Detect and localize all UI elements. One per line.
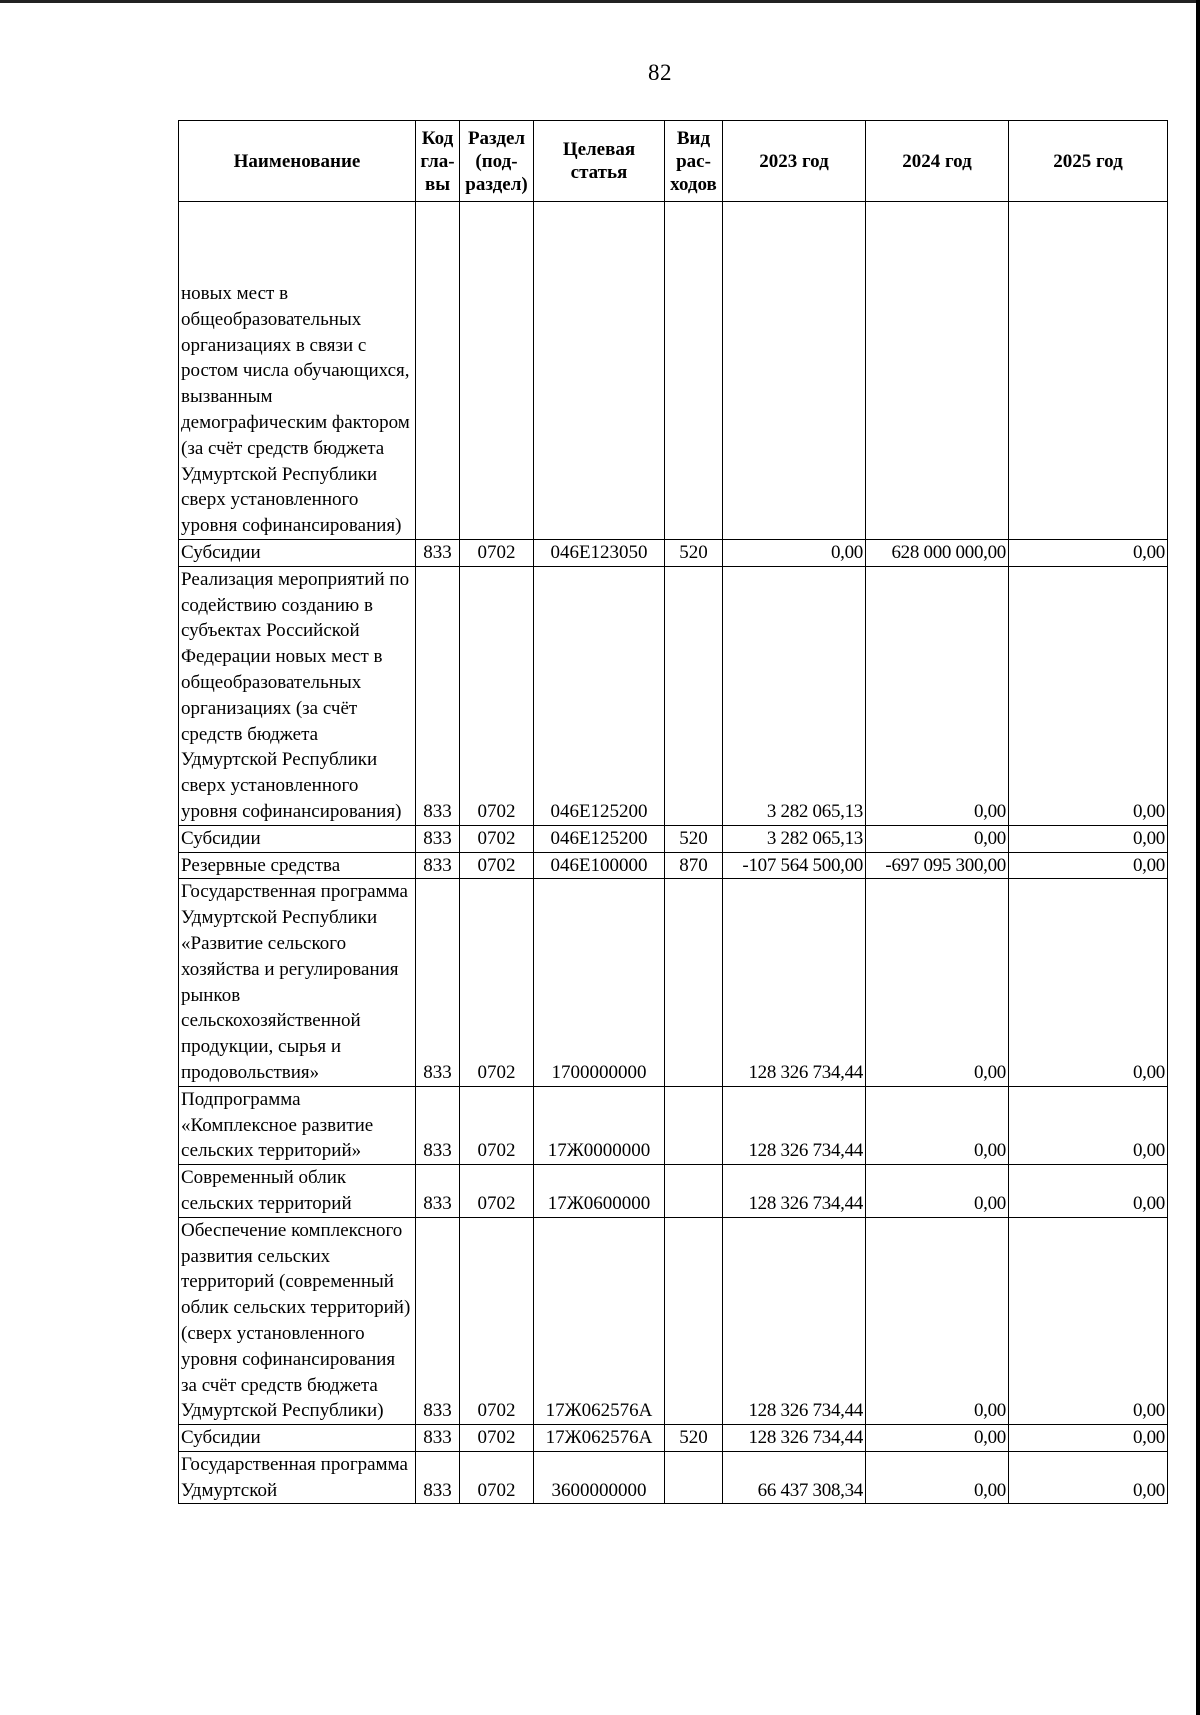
row-name: Подпрограмма «Комплексное развитие сельских территорий» [179,1086,416,1164]
row-vid [665,566,723,825]
row-vid [665,1086,723,1164]
row-2024: 0,00 [866,1165,1009,1218]
row-razdel: 0702 [460,1451,534,1504]
row-vid: 870 [665,852,723,879]
row-2024: -697 095 300,00 [866,852,1009,879]
row-name: Реализация мероприятий по содействию созданию в субъектах Российской Федерации новых мест в общеобразовательных организациях (за счёт средств бюджета Удмуртской Республики сверх установленного уровня софинансирования) [179,566,416,825]
row-2025: 0,00 [1009,852,1168,879]
row-glava: 833 [416,825,460,852]
row-vid [665,1217,723,1424]
row-statya: 17Ж0000000 [534,1086,665,1164]
row-name: Резервные средства [179,852,416,879]
row-razdel [460,202,534,540]
row-statya: 3600000000 [534,1451,665,1504]
table-row [179,1165,1168,1218]
table-row [179,852,1168,879]
row-statya: 17Ж062576А [534,1425,665,1452]
table-row [179,879,1168,1086]
row-2025: 0,00 [1009,1217,1168,1424]
row-2024: 0,00 [866,1217,1009,1424]
table-row [179,540,1168,567]
row-2024: 0,00 [866,1451,1009,1504]
row-2023 [723,202,866,540]
row-2025: 0,00 [1009,825,1168,852]
row-statya: 046E100000 [534,852,665,879]
row-2024: 0,00 [866,566,1009,825]
header-vid: Вид рас-ходов [665,121,723,202]
scan-right-edge [1196,0,1200,1715]
row-glava: 833 [416,1165,460,1218]
row-razdel: 0702 [460,566,534,825]
row-2025: 0,00 [1009,566,1168,825]
row-glava: 833 [416,566,460,825]
row-razdel: 0702 [460,1165,534,1218]
row-2023: 128 326 734,44 [723,1425,866,1452]
row-razdel: 0702 [460,540,534,567]
row-name: Государственная программа Удмуртской [179,1451,416,1504]
row-vid [665,1165,723,1218]
row-name: Государственная программа Удмуртской Республики «Развитие сельского хозяйства и регулирования рынков сельскохозяйственной продукции, сырья и продовольствия» [179,879,416,1086]
table-row [179,1425,1168,1452]
row-2025: 0,00 [1009,1086,1168,1164]
row-name: Субсидии [179,1425,416,1452]
table-header-row [179,121,1168,202]
row-2023: 3 282 065,13 [723,825,866,852]
header-glava: Код гла-вы [416,121,460,202]
header-razdel: Раздел (под-раздел) [460,121,534,202]
table-row [179,1451,1168,1504]
row-name: Обеспечение комплексного развития сельских территорий (современный облик сельских территорий) (сверх установленного уровня софинансирования за счёт средств бюджета Удмуртской Республики) [179,1217,416,1424]
row-2023: -107 564 500,00 [723,852,866,879]
budget-table [178,120,1168,1504]
header-2023: 2023 год [723,121,866,202]
row-2023: 0,00 [723,540,866,567]
row-2024: 0,00 [866,1086,1009,1164]
row-2023: 3 282 065,13 [723,566,866,825]
table-row [179,1086,1168,1164]
row-vid: 520 [665,825,723,852]
header-name: Наименование [179,121,416,202]
row-statya [534,202,665,540]
row-2025: 0,00 [1009,1165,1168,1218]
row-glava: 833 [416,540,460,567]
row-2025: 0,00 [1009,1451,1168,1504]
row-2023: 128 326 734,44 [723,1217,866,1424]
row-2024: 0,00 [866,825,1009,852]
row-2025: 0,00 [1009,1425,1168,1452]
row-2023: 66 437 308,34 [723,1451,866,1504]
row-2024 [866,202,1009,540]
row-razdel: 0702 [460,1425,534,1452]
row-glava: 833 [416,1425,460,1452]
header-statya: Целевая статья [534,121,665,202]
row-2025: 0,00 [1009,540,1168,567]
row-vid [665,202,723,540]
row-name: Субсидии [179,825,416,852]
page-number: 82 [648,60,672,85]
row-2024: 0,00 [866,879,1009,1086]
row-statya: 046E125200 [534,566,665,825]
row-name: Субсидии [179,540,416,567]
row-2025 [1009,202,1168,540]
header-2024: 2024 год [866,121,1009,202]
row-statya: 046E125200 [534,825,665,852]
row-statya: 1700000000 [534,879,665,1086]
row-razdel: 0702 [460,825,534,852]
row-statya: 17Ж0600000 [534,1165,665,1218]
header-2025: 2025 год [1009,121,1168,202]
row-glava: 833 [416,1451,460,1504]
row-vid: 520 [665,540,723,567]
row-2025: 0,00 [1009,879,1168,1086]
row-razdel: 0702 [460,1217,534,1424]
table-row [179,1217,1168,1424]
table-row [179,566,1168,825]
row-2023: 128 326 734,44 [723,1165,866,1218]
row-2024: 0,00 [866,1425,1009,1452]
row-vid [665,1451,723,1504]
row-2023: 128 326 734,44 [723,1086,866,1164]
table-row [179,825,1168,852]
row-glava [416,202,460,540]
row-2023: 128 326 734,44 [723,879,866,1086]
row-razdel: 0702 [460,1086,534,1164]
row-statya: 046E123050 [534,540,665,567]
row-name: Современный облик сельских территорий [179,1165,416,1218]
row-glava: 833 [416,879,460,1086]
row-vid [665,879,723,1086]
row-glava: 833 [416,852,460,879]
scan-top-edge [0,0,1200,3]
row-glava: 833 [416,1217,460,1424]
row-glava: 833 [416,1086,460,1164]
row-name: новых мест в общеобразовательных организациях в связи с ростом числа обучающихся, вызванным демографическим фактором (за счёт средств бюджета Удмуртской Республики сверх установленного уровня софинансирования) [179,202,416,540]
row-razdel: 0702 [460,879,534,1086]
row-vid: 520 [665,1425,723,1452]
row-razdel: 0702 [460,852,534,879]
table-row [179,202,1168,540]
row-2024: 628 000 000,00 [866,540,1009,567]
row-statya: 17Ж062576А [534,1217,665,1424]
